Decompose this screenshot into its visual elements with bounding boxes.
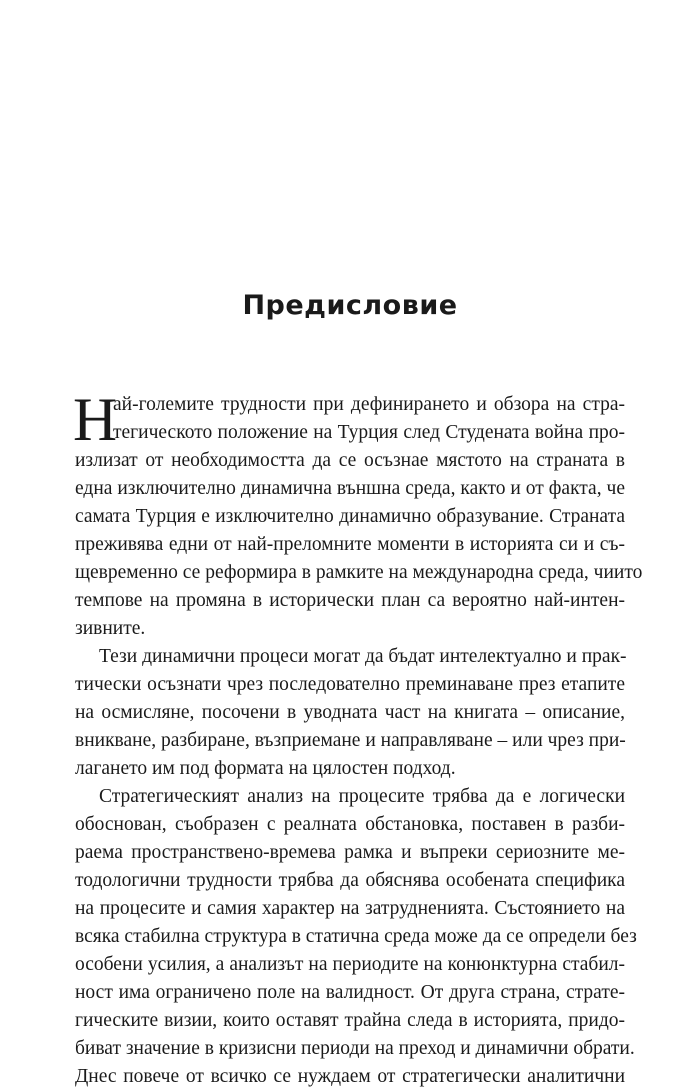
text-line: особени усилия, а анализът на периодите на конюнктурна стабил-: [75, 954, 625, 975]
text-line: една изключително динамична външна среда, както и от факта, че: [75, 478, 625, 499]
text-line: излизат от необходимостта да се осъзнае мястото на страната в: [75, 450, 625, 471]
text-line: ай-големите трудности при дефинирането и обзора на стра-: [113, 394, 625, 415]
text-line: зивните.: [75, 618, 146, 639]
text-line: Стратегическият анализ на процесите трябва да е логически: [99, 786, 625, 807]
text-line: лагането им под формата на цялостен подход.: [75, 758, 456, 779]
text-line: обоснован, съобразен с реалната обстановка, поставен в разби-: [75, 814, 625, 835]
text-line: гическите визии, които оставят трайна следа в историята, придо-: [75, 1010, 625, 1031]
text-line: на осмисляне, посочени в уводната част на книгата – описание,: [75, 702, 625, 723]
text-line: тегическото положение на Турция след Студената война про-: [113, 422, 625, 443]
text-line: Днес повече от всичко се нуждаем от стратегически аналитични: [75, 1066, 625, 1087]
text-line: раема пространствено-времева рамка и въпреки сериозните ме-: [75, 842, 625, 863]
text-line: биват значение в кризисни периоди на преход и динамични обрати.: [75, 1038, 635, 1059]
text-line: темпове на промяна в исторически план са вероятно най-интен-: [75, 590, 625, 611]
body-text: [73, 387, 643, 1091]
text-line: самата Турция е изключително динамично образувание. Страната: [75, 506, 625, 527]
drop-cap: Н: [73, 387, 118, 454]
chapter-title: Предисловие: [242, 290, 458, 321]
text-line: всяка стабилна структура в статична среда може да се определи без: [75, 926, 637, 947]
text-line: тически осъзнати чрез последователно преминаване през етапите: [75, 674, 625, 695]
paragraph-3: [75, 783, 637, 1091]
paragraph-2: [75, 643, 625, 783]
paragraph-1: [73, 387, 643, 643]
text-line: ност има ограничено поле на валидност. От друга страна, страте-: [75, 982, 625, 1003]
text-line: вникване, разбиране, възприемане и направляване – или чрез при-: [75, 730, 626, 751]
text-line: на процесите и самия характер на затрудненията. Състоянието на: [75, 898, 625, 919]
text-line: тодологични трудности трябва да обяснява особената специфика: [75, 870, 625, 891]
text-line: щевременно се реформира в рамките на международна среда, чиито: [75, 562, 643, 583]
text-line: преживява едни от най-преломните моменти в историята си и съ-: [75, 534, 625, 555]
text-line: Тези динамични процеси могат да бъдат интелектуално и прак-: [99, 646, 627, 667]
